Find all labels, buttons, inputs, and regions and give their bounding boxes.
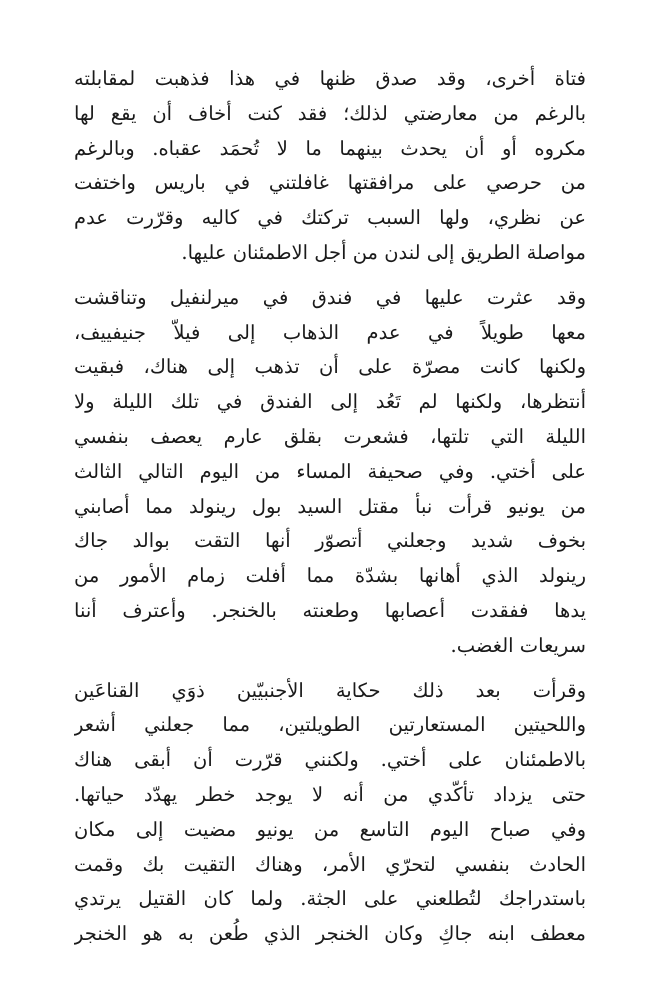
text-line: ولكنها كانت مصرّة على أن تذهب إلى هناك، فبقيت (74, 355, 586, 379)
text-line: حتى يزداد تأكّدي من أنه لا يوجد خطر يهدّد حياتها. (74, 782, 586, 806)
book-page (74, 62, 586, 952)
text-line: وقرأت بعد ذلك حكاية الأجنبيّين ذوَي القناعَين (74, 678, 586, 702)
text-line: معها طويلاً في عدم الذهاب إلى فيلاّ جنيفييف، (74, 320, 586, 344)
text-line: معطف ابنه جاكِ وكان الخنجر الذي طُعن به هو الخنجر (74, 922, 586, 946)
text-line: من يونيو قرأت نبأ مقتل السيد بول رينولد مما أصابني (74, 494, 586, 518)
paragraph-3 (74, 674, 586, 952)
text-line: وقد عثرت عليها في فندق في ميرلنفيل وتناقشت (74, 285, 586, 309)
text-line: باستدراجك لتُطلعني على الجثة. ولما كان القتيل يرتدي (74, 887, 586, 911)
text-line: على أختي. وفي صحيفة المساء من اليوم التالي الثالث (74, 459, 586, 483)
text-line: بالاطمئنان على أختي. ولكنني قرّرت أن أبقى هناك (74, 748, 586, 772)
text-line: الحادث بنفسي لتحرّي الأمر، وهناك التقيت بك وقمت (74, 852, 586, 876)
paragraph-1 (74, 62, 586, 271)
text-line: واللحيتين المستعارتين الطويلتين، مما جعلني أشعر (74, 713, 586, 737)
text-line: يدها ففقدت أعصابها وطعنته بالخنجر. وأعترف أننا (74, 598, 586, 622)
text-line: سريعات الغضب. (450, 633, 586, 657)
text-line: بالرغم من معارضتي لذلك؛ فقد كنت أخاف أن يقع لها (74, 101, 586, 125)
text-line: رينولد الذي أهانها بشدّة مما أفلت زمام الأمور من (74, 564, 586, 588)
text-line: مواصلة الطريق إلى لندن من أجل الاطمئنان عليها. (181, 240, 586, 264)
text-line: عن نظري، ولها السبب تركتك في كاليه وقرّرت عدم (74, 206, 586, 230)
text-line: بخوف شديد وجعلني أتصوّر أنها التقت بوالد جاك (74, 529, 586, 553)
paragraph-2 (74, 281, 586, 664)
text-line: مكروه أو أن يحدث بينهما ما لا تُحمَد عقباه. وبالرغم (74, 136, 586, 160)
text-line: فتاة أخرى، وقد صدق ظنها في هذا فذهبت لمقابلته (74, 67, 586, 90)
text-line: وفي صباح اليوم التاسع من يونيو مضيت إلى مكان (74, 817, 586, 841)
text-line: الليلة التي تلتها، فشعرت بقلق عارم يعصف بنفسي (74, 424, 586, 448)
text-line: من حرصي على مرافقتها غافلتني في باريس واختفت (74, 171, 586, 195)
text-line: أنتظرها، ولكنها لم تَعُد إلى الفندق في تلك الليلة ولا (74, 390, 586, 414)
